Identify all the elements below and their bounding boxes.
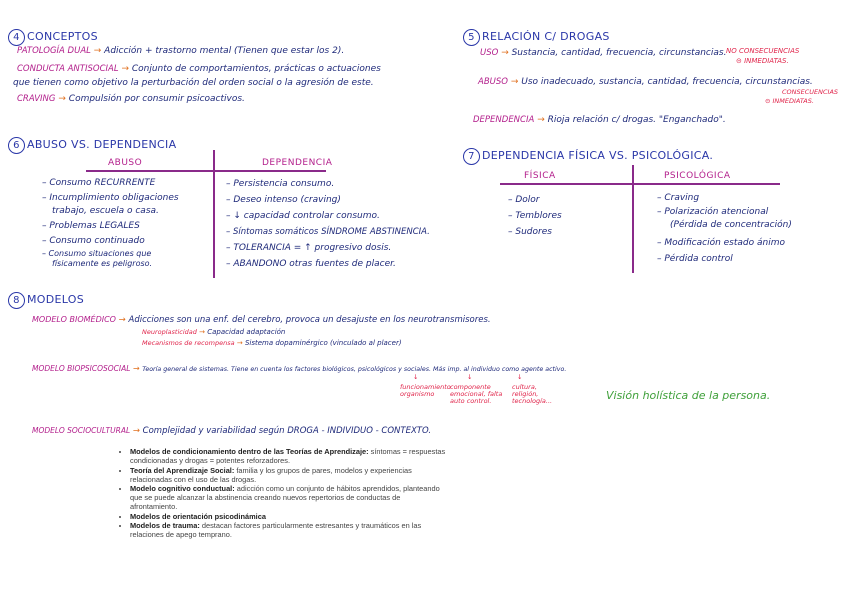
abuso-item: – Problemas LEGALES bbox=[42, 221, 140, 231]
circle-icon: ⊝ bbox=[765, 97, 773, 105]
modelo-biopsicosocial-text: Teoría general de sistemas. Tiene en cuenta los factores biológicos, psicológicos y sociales. Más imp. al individuo como agente activo. bbox=[142, 366, 567, 373]
abuso-text: Uso inadecuado, sustancia, cantidad, frecuencia, circunstancias. bbox=[521, 77, 813, 87]
modelo-sociocultural-label: MODELO SOCIOCULTURAL bbox=[32, 426, 131, 435]
dependencia-label: DEPENDENCIA bbox=[473, 115, 535, 125]
dependencia-text: Rioja relación c/ drogas. "Enganchado". bbox=[547, 115, 726, 125]
list-item-title: Modelos de trauma: bbox=[130, 521, 200, 530]
modelo-biomedico-line bbox=[32, 315, 491, 325]
dependencia-item: – TOLERANCIA = ↑ progresivo dosis. bbox=[226, 243, 392, 253]
section-7-title: DEPENDENCIA FÍSICA VS. PSICOLÓGICA. bbox=[482, 149, 714, 162]
arrow-right-icon: → bbox=[132, 426, 143, 436]
section-6-heading bbox=[8, 137, 176, 154]
dependencia-item: – ABANDONO otras fuentes de placer. bbox=[226, 259, 396, 269]
abuso-line bbox=[478, 77, 813, 87]
arrow-right-icon: → bbox=[236, 339, 245, 347]
dependencia-column-header: DEPENDENCIA bbox=[262, 158, 333, 168]
section-5-title: RELACIÓN C/ DROGAS bbox=[482, 30, 610, 43]
recompensa-line bbox=[142, 339, 402, 347]
list-item-title: Modelos de orientación psicodinámica bbox=[130, 511, 266, 521]
modelo-biomedico-text: Adicciones son una enf. del cerebro, provoca un desajuste en los neurotransmisores. bbox=[128, 315, 491, 325]
modelo-biopsicosocial-label: MODELO BIOPSICOSOCIAL bbox=[32, 364, 131, 373]
uso-note-2 bbox=[736, 57, 789, 65]
section-5-number: 5 bbox=[463, 29, 480, 46]
section-8-number: 8 bbox=[8, 292, 25, 309]
abuso-note-2 bbox=[765, 97, 814, 105]
abuso-label: ABUSO bbox=[478, 77, 508, 87]
list-item bbox=[130, 512, 446, 521]
fisica-item: – Sudores bbox=[508, 227, 552, 237]
patologia-dual-text: Adicción + trastorno mental (Tienen que estar los 2). bbox=[104, 46, 345, 56]
dependencia-item: – Síntomas somáticos SÍNDROME ABSTINENCIA. bbox=[226, 227, 430, 237]
down-arrow-icon: ↓ bbox=[467, 373, 473, 381]
recompensa-text: Sistema dopaminérgico (vinculado al placer) bbox=[244, 339, 402, 347]
conducta-antisocial-line bbox=[17, 64, 381, 74]
psicologica-item: (Pérdida de concentración) bbox=[670, 220, 792, 230]
arrow-right-icon: → bbox=[58, 94, 69, 104]
table-6-divider-vertical bbox=[213, 150, 215, 278]
dependencia-item: – ↓ capacidad controlar consumo. bbox=[226, 211, 380, 221]
fisica-column-header: FÍSICA bbox=[524, 171, 556, 181]
modelos-typed-list bbox=[112, 447, 446, 540]
psicologica-item: – Polarización atencional bbox=[657, 207, 769, 217]
list-item bbox=[130, 521, 446, 539]
arrow-right-icon: → bbox=[133, 364, 143, 373]
down-arrow-icon: ↓ bbox=[517, 373, 523, 381]
fisica-item: – Dolor bbox=[508, 195, 540, 205]
abuso-item: físicamente es peligroso. bbox=[52, 259, 153, 268]
list-item-text: adicción como un conjunto de hábitos aprendidos, planteando que se puede alcanzar la abstinencia creando nuevos repertorios de conductas de afrontamiento. bbox=[130, 484, 440, 511]
section-4-title: CONCEPTOS bbox=[27, 30, 98, 43]
uso-label: USO bbox=[480, 48, 499, 58]
list-item-title: Modelos de condicionamiento dentro de las Teorías de Aprendizaje: bbox=[130, 447, 369, 456]
arrow-right-icon: → bbox=[510, 77, 522, 87]
dependencia-item: – Persistencia consumo. bbox=[226, 179, 335, 189]
uso-line bbox=[480, 48, 726, 58]
vision-holistica-note: Visión holística de la persona. bbox=[606, 389, 771, 402]
craving-label: CRAVING bbox=[17, 94, 56, 104]
section-7-number: 7 bbox=[463, 148, 480, 165]
list-item-title: Modelo cognitivo conductual: bbox=[130, 484, 235, 493]
factor-biologico-note: funcionamiento organismo bbox=[400, 383, 451, 398]
modelo-biomedico-label: MODELO BIOMÉDICO bbox=[32, 315, 116, 324]
abuso-item: trabajo, escuela o casa. bbox=[52, 206, 159, 216]
uso-text: Sustancia, cantidad, frecuencia, circunstancias. bbox=[511, 48, 727, 58]
modelo-biopsicosocial-line bbox=[32, 364, 566, 373]
arrow-right-icon: → bbox=[199, 328, 208, 336]
arrow-right-icon: → bbox=[537, 115, 548, 125]
dependencia-line bbox=[473, 115, 726, 125]
patologia-dual-line bbox=[17, 46, 344, 56]
neuroplasticidad-label: Neuroplasticidad bbox=[142, 328, 197, 336]
fisica-item: – Temblores bbox=[508, 211, 562, 221]
craving-text: Compulsión por consumir psicoactivos. bbox=[68, 94, 245, 104]
factor-social-note: cultura, religión, tecnología... bbox=[512, 383, 553, 405]
list-item-text: destacan factores particularmente estresantes y traumáticos en las relaciones de apego temprano. bbox=[130, 521, 422, 539]
uso-note-1: NO CONSECUENCIAS bbox=[726, 47, 800, 55]
list-item bbox=[130, 484, 446, 511]
psicologica-item: – Modificación estado ánimo bbox=[657, 238, 785, 248]
psicologica-item: – Craving bbox=[657, 193, 700, 203]
patologia-dual-label: PATOLOGÍA DUAL bbox=[17, 46, 91, 56]
factor-psicologico-note: componente emocional, falta auto control. bbox=[450, 383, 503, 405]
list-item bbox=[130, 466, 446, 484]
down-arrow-icon: ↓ bbox=[413, 373, 419, 381]
arrow-right-icon: → bbox=[501, 48, 512, 58]
circle-icon: ⊝ bbox=[736, 57, 745, 65]
abuso-item: – Consumo situaciones que bbox=[42, 249, 152, 258]
neuroplasticidad-line bbox=[142, 328, 285, 336]
list-item bbox=[130, 447, 446, 465]
abuso-note-1: CONSECUENCIAS bbox=[782, 88, 839, 96]
arrow-right-icon: → bbox=[118, 315, 129, 325]
arrow-right-icon: → bbox=[121, 64, 132, 74]
list-item-text: familia y los grupos de pares, modelos y experiencias relacionadas con el uso de las drogas. bbox=[130, 465, 412, 484]
arrow-right-icon: → bbox=[93, 46, 105, 56]
section-6-title: ABUSO VS. DEPENDENCIA bbox=[27, 138, 177, 151]
section-4-heading bbox=[8, 29, 98, 46]
abuso-item: – Consumo RECURRENTE bbox=[42, 178, 156, 188]
abuso-note-2-text: INMEDIATAS. bbox=[772, 97, 814, 105]
section-8-heading bbox=[8, 292, 84, 309]
table-6-divider-horizontal bbox=[86, 170, 326, 172]
modelo-sociocultural-text: Complejidad y variabilidad según DROGA - INDIVIDUO - CONTEXTO. bbox=[142, 426, 432, 436]
recompensa-label: Mecanismos de recompensa bbox=[142, 339, 235, 347]
conducta-antisocial-text: Conjunto de comportamientos, prácticas o actuaciones bbox=[131, 64, 381, 74]
psicologica-item: – Pérdida control bbox=[657, 254, 733, 264]
table-7-divider-vertical bbox=[632, 165, 634, 273]
psicologica-column-header: PSICOLÓGICA bbox=[664, 171, 731, 181]
abuso-item: – Consumo continuado bbox=[42, 236, 145, 246]
neuroplasticidad-text: Capacidad adaptación bbox=[207, 328, 286, 336]
section-8-title: MODELOS bbox=[27, 293, 85, 306]
list-item-text: síntomas = respuestas condicionadas y drogas = potentes reforzadores. bbox=[130, 447, 446, 465]
uso-note-2-text: INMEDIATAS. bbox=[744, 57, 789, 65]
abuso-column-header: ABUSO bbox=[108, 158, 143, 168]
list-item-title: Teoría del Aprendizaje Social: bbox=[130, 465, 235, 475]
craving-line bbox=[17, 94, 245, 104]
conducta-antisocial-label: CONDUCTA ANTISOCIAL bbox=[17, 64, 119, 74]
conducta-antisocial-text-2: que tienen como objetivo la perturbación del orden social o la agresión de este. bbox=[13, 78, 374, 88]
dependencia-item: – Deseo intenso (craving) bbox=[226, 195, 341, 205]
section-5-heading bbox=[463, 29, 610, 46]
modelo-sociocultural-line bbox=[32, 426, 431, 436]
table-7-divider-horizontal bbox=[500, 183, 780, 185]
section-4-number: 4 bbox=[8, 29, 25, 46]
abuso-item: – Incumplimiento obligaciones bbox=[42, 193, 179, 203]
section-6-number: 6 bbox=[8, 137, 25, 154]
section-7-heading bbox=[463, 148, 713, 165]
